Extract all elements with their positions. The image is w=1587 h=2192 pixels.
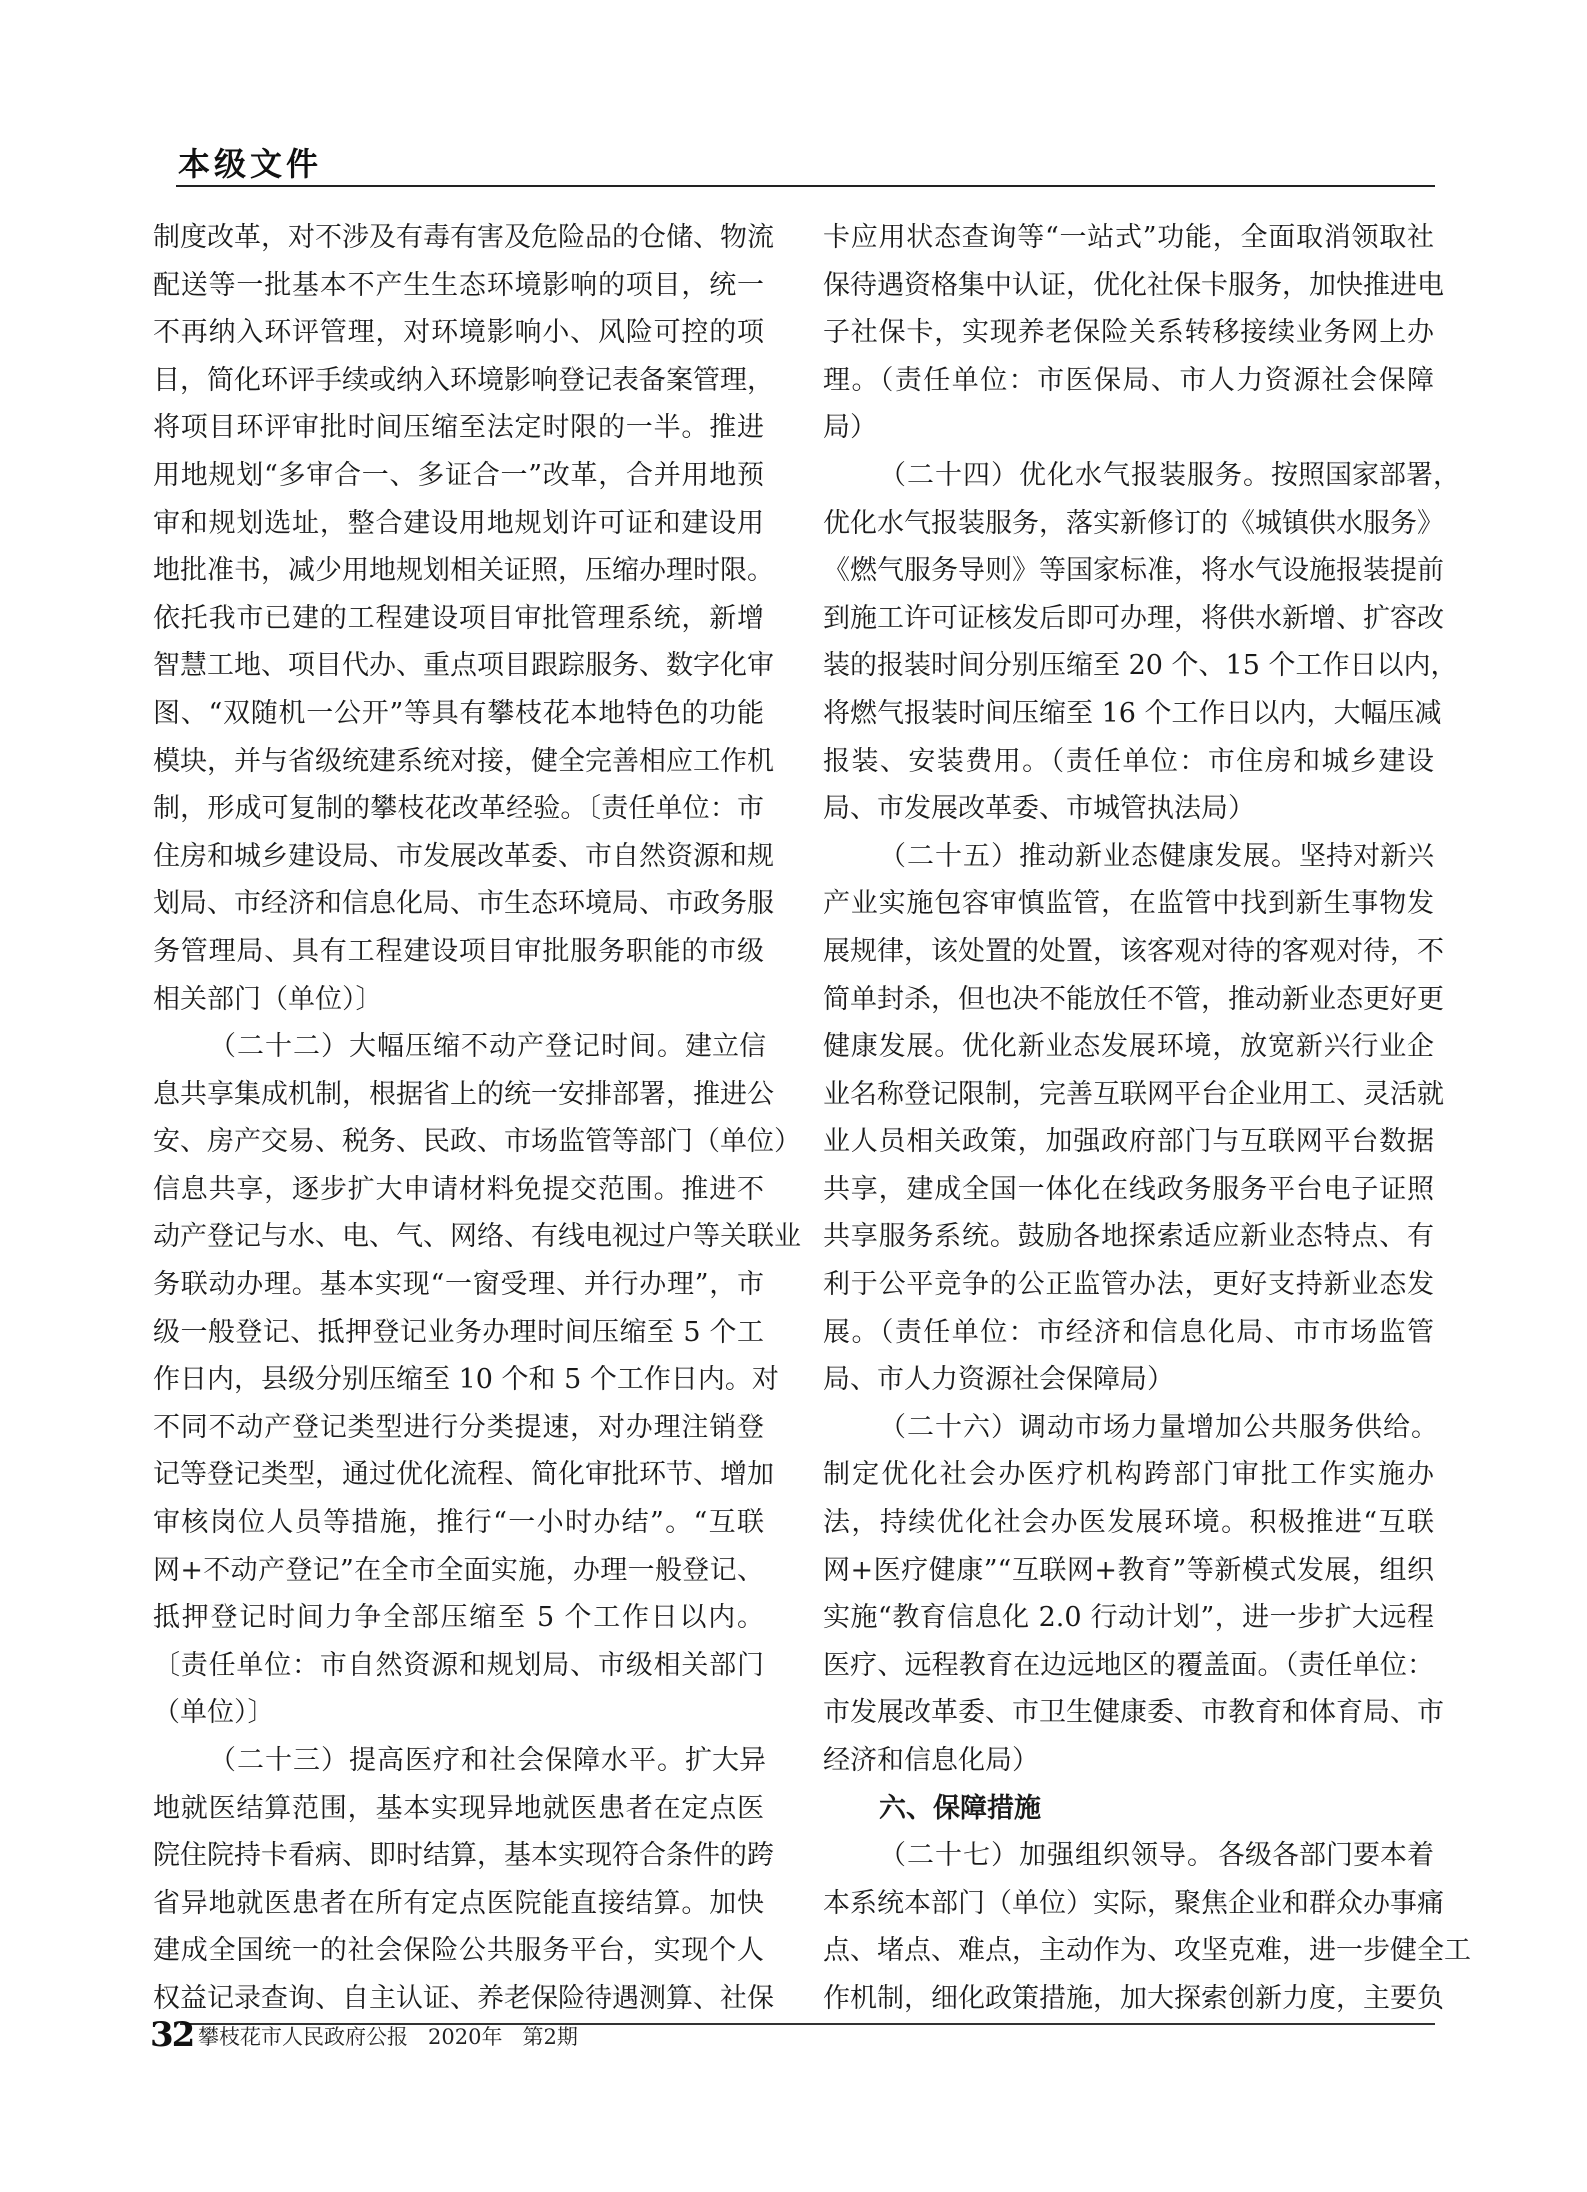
text-line [823,404,1434,452]
body-text: 简单封杀，但也决不能放任不管，推动新业态更好更 [823,983,1444,1015]
body-text: 住房和城乡建设局、市发展改革委、市自然资源和规 [153,840,774,872]
text-line [823,214,1434,262]
body-text: 制，形成可复制的攀枝花改革经验。〔责任单位：市 [153,793,764,825]
body-text: 配送等一批基本不产生生态环境影响的项目，统一 [153,269,764,301]
text-line [153,642,774,690]
text-line [823,1642,1434,1690]
right-text-column [823,214,1471,2023]
body-text: 建立信 [685,1031,766,1063]
text-line [823,500,1444,548]
text-line [823,1451,1434,1499]
body-text: 制定优化社会办医疗机构跨部门审批工作实施办 [823,1459,1434,1491]
body-text: 优化水气报装服务，落实新修订的《城镇供水服务》 [823,507,1444,539]
footer-publication-name: 攀枝花市人民政府公报 [198,2025,408,2049]
paragraph-heading: （二十三）提高医疗和社会保障水平。 [209,1745,685,1776]
body-text: 《燃气服务导则》等国家标准，将水气设施报装提前 [823,555,1444,587]
body-text: 局、市人力资源社会保障局） [823,1364,1174,1396]
text-line [153,1451,774,1499]
body-text: 建成全国统一的社会保险公共服务平台，实现个人 [153,1935,764,1967]
text-line [823,1213,1434,1261]
text-line [153,1547,764,1595]
body-text: 作机制，细化政策措施，加大探索创新力度，主要负 [823,1982,1444,2014]
header-divider [176,185,1435,187]
text-line [153,547,774,595]
footer-year: 2020年 [428,2025,503,2049]
text-line [823,1309,1434,1357]
text-line [823,1118,1434,1166]
body-text: 不再纳入环评管理，对环境影响小、风险可控的项 [153,317,764,349]
body-text: 权益记录查询、自主认证、养老保险待遇测算、社保 [153,1982,774,2014]
footer-issue: 第2期 [522,2025,578,2049]
body-text: 展。（责任单位：市经济和信息化局、市市场监管 [823,1316,1434,1348]
text-line [823,1880,1444,1928]
body-text: 展规律，该处置的处置，该客观对待的客观对待，不 [823,935,1444,967]
text-line [153,738,774,786]
body-text: 抵押登记时间力争全部压缩至 5 个工作日以内。 [153,1602,764,1634]
text-line [823,785,1434,833]
body-text: 记等登记类型，通过优化流程、简化审批环节、增加 [153,1459,774,1491]
paragraph-heading: （二十四）优化水气报装服务。 [879,459,1271,491]
text-line [823,357,1434,405]
page-number: 32 [150,2015,194,2055]
text-line [153,214,774,262]
body-text: 将项目环评审批时间压缩至法定时限的一半。推进 [153,412,764,444]
body-text: 报装、安装费用。（责任单位：市住房和城乡建设 [823,745,1434,777]
text-line [153,1499,764,1547]
body-text: 保待遇资格集中认证，优化社保卡服务，加快推进电 [823,269,1444,301]
body-text: 不同不动产登记类型进行分类提速，对办理注销登 [153,1411,764,1443]
paragraph-heading-line [823,452,1460,500]
body-text: 经济和信息化局） [823,1745,1039,1776]
body-text: 信息共享，逐步扩大申请材料免提交范围。推进不 [153,1173,764,1205]
text-line [153,1213,801,1261]
body-text: 息共享集成机制，根据省上的统一安排部署，推进公 [153,1078,774,1110]
text-line [823,595,1444,643]
body-text: 作日内，县级分别压缩至 10 个和 5 个工作日内。对 [153,1364,779,1396]
body-text: 医疗、远程教育在边远地区的覆盖面。（责任单位： [823,1649,1434,1681]
body-text: 卡应用状态查询等“一站式”功能，全面取消领取社 [823,222,1434,253]
text-line [823,1261,1434,1309]
body-text: 级一般登记、抵押登记业务办理时间压缩至 5 个工 [153,1316,764,1348]
paragraph-heading-line [823,1404,1439,1452]
text-line [153,928,764,976]
text-line [153,1404,764,1452]
body-text: 网+医疗健康”“互联网+教育”等新模式发展，组织 [823,1554,1434,1586]
body-text: 市发展改革委、市卫生健康委、市教育和体育局、市 [823,1697,1444,1729]
text-line [153,262,764,310]
body-text: （单位）〕 [153,1697,275,1729]
body-text: 子社保卡，实现养老保险关系转移接续业务网上办 [823,317,1434,349]
body-text: 模块，并与省级统建系统对接，健全完善相应工作机 [153,745,774,777]
paragraph-heading: （二十五）推动新业态健康发展。 [879,840,1299,872]
body-text: 审和规划选址，整合建设用地规划许可证和建设用 [153,507,764,539]
section-heading [823,1785,1434,1833]
body-text: 制度改革，对不涉及有毒有害及危险品的仓储、物流 [153,222,774,253]
text-line [153,833,774,881]
text-line [153,1642,764,1690]
text-line [823,547,1444,595]
text-line [153,785,764,833]
body-text: 目，简化环评手续或纳入环境影响登记表备案管理， [153,364,774,396]
text-line [823,1023,1434,1071]
paragraph-heading: （二十六）调动市场力量增加公共服务供给。 [879,1411,1439,1443]
section-header-title: 本级文件 [178,145,323,183]
text-line [153,1975,774,2023]
text-line [823,642,1458,690]
body-text: 智慧工地、项目代办、重点项目跟踪服务、数字化审 [153,650,774,682]
body-text: 地批准书，减少用地规划相关证照，压缩办理时限。 [153,555,774,587]
text-line [823,880,1434,928]
body-text: 院住院持卡看病、即时结算，基本实现符合条件的跨 [153,1840,774,1872]
body-text: 本系统本部门（单位）实际，聚焦企业和群众办事痛 [823,1887,1444,1919]
text-line [153,1594,764,1642]
text-line [153,309,764,357]
body-text: 依托我市已建的工程建设项目审批管理系统，新增 [153,602,764,634]
text-line [823,1689,1444,1737]
body-text: 相关部门（单位）〕 [153,983,383,1015]
text-line [823,1975,1444,2023]
text-line [153,1071,774,1119]
paragraph-heading: （二十二）大幅压缩不动产登记时间。 [209,1031,685,1063]
body-text: 业名称登记限制，完善互联网平台企业用工、灵活就 [823,1078,1444,1110]
text-line [153,1689,764,1737]
text-line [823,309,1434,357]
body-text: 局） [823,412,877,444]
text-line [823,1547,1434,1595]
text-line [823,976,1444,1024]
left-text-column [153,214,801,2023]
body-text: 实施“教育信息化 2.0 行动计划”，进一步扩大远程 [823,1602,1434,1634]
body-text: 安、房产交易、税务、民政、市场监管等部门（单位） [153,1126,801,1158]
text-line [153,1785,764,1833]
text-line [153,452,764,500]
text-line [153,690,764,738]
text-line [823,928,1444,976]
body-text: 图、“双随机一公开”等具有攀枝花本地特色的功能 [153,697,764,729]
body-text: 业人员相关政策，加强政府部门与互联网平台数据 [823,1126,1434,1158]
text-line [153,404,764,452]
text-line [823,1356,1434,1404]
paragraph-heading-line [153,1023,764,1071]
body-text: 地就医结算范围，基本实现异地就医患者在定点医 [153,1792,764,1824]
body-text: 健康发展。优化新业态发展环境，放宽新兴行业企 [823,1031,1434,1063]
text-line [153,1356,779,1404]
body-text: 点、堵点、难点，主动作为、攻坚克难，进一步健全工 [823,1935,1471,1967]
text-line [153,1832,774,1880]
text-line [823,1071,1444,1119]
body-text: 用地规划“多审合一、多证合一”改革，合并用地预 [153,459,764,491]
text-line [823,1737,1434,1785]
body-text: 务管理局、具有工程建设项目审批服务职能的市级 [153,935,764,967]
text-line [153,1166,764,1214]
body-text: 网+不动产登记”在全市全面实施，办理一般登记、 [153,1554,764,1586]
body-text: 按照国家部署， [1271,459,1460,491]
body-text: 局、市发展改革委、市城管执法局） [823,793,1255,825]
text-line [153,1118,801,1166]
text-line [153,1261,764,1309]
body-text: 法，持续优化社会办医发展环境。积极推进“互联 [823,1507,1434,1539]
text-line [153,1880,764,1928]
text-line [823,1499,1434,1547]
paragraph-heading-line [153,1737,764,1785]
text-line [823,1927,1471,1975]
body-text: 坚持对新兴 [1299,840,1434,872]
body-text: 理。（责任单位：市医保局、市人力资源社会保障 [823,364,1434,396]
text-line [823,690,1442,738]
body-text: 审核岗位人员等措施，推行“一小时办结”。“互联 [153,1507,764,1539]
body-text: 扩大异 [685,1745,766,1776]
body-text: 动产登记与水、电、气、网络、有线电视过户等关联业 [153,1221,801,1253]
body-text: 各级各部门要本着 [1218,1840,1434,1872]
body-text: 省异地就医患者在所有定点医院能直接结算。加快 [153,1887,764,1919]
body-text: 划局、市经济和信息化局、市生态环境局、市政务服 [153,888,774,920]
text-line [153,357,774,405]
text-line [153,595,764,643]
body-text: 产业实施包容审慎监管，在监管中找到新生事物发 [823,888,1434,920]
text-line [823,738,1434,786]
body-text: 共享服务系统。鼓励各地探索适应新业态特点、有 [823,1221,1434,1253]
paragraph-heading-line [823,833,1434,881]
text-line [823,262,1444,310]
text-line [153,976,764,1024]
body-text: 到施工许可证核发后即可办理，将供水新增、扩容改 [823,602,1444,634]
body-text: 利于公平竞争的公正监管办法，更好支持新业态发 [823,1269,1434,1301]
text-line [153,1309,764,1357]
body-text: 将燃气报装时间压缩至 16 个工作日以内，大幅压减 [823,697,1442,729]
section-heading-text: 六、保障措施 [879,1792,1041,1824]
body-text: 共享，建成全国一体化在线政务服务平台电子证照 [823,1173,1434,1205]
paragraph-heading: （二十七）加强组织领导。 [879,1840,1215,1872]
body-text: 务联动办理。基本实现“一窗受理、并行办理”，市 [153,1269,764,1301]
text-line [823,1166,1434,1214]
text-line [153,880,774,928]
paragraph-heading-line [823,1832,1434,1880]
body-text: 装的报装时间分别压缩至 20 个、15 个工作日以内， [823,650,1458,682]
text-line [823,1594,1434,1642]
footer-publication-info [198,2025,578,2049]
text-line [153,1927,764,1975]
body-text: 〔责任单位：市自然资源和规划局、市级相关部门 [153,1649,764,1681]
text-line [153,500,764,548]
